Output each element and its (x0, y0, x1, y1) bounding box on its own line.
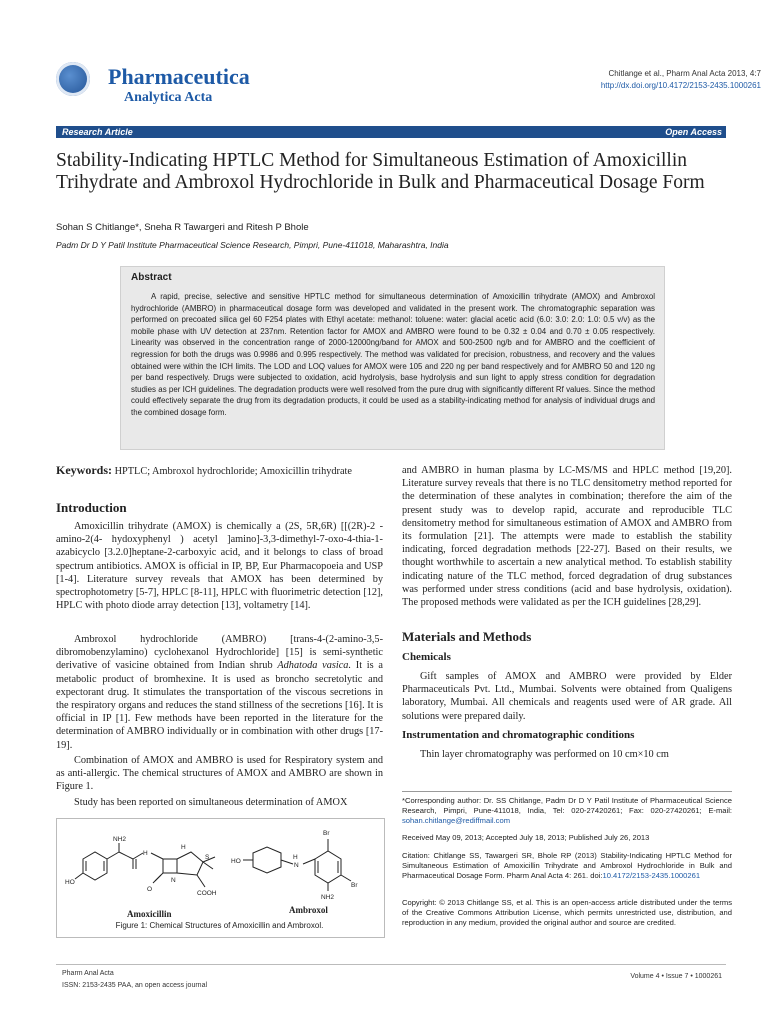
footer-journal: Pharm Anal Acta (62, 970, 114, 977)
article-type-bar (56, 126, 726, 138)
citation-text: Citation: Chitlange SS, Tawargeri SR, Bhole RP (2013) Stability-Indicating HPTLC Method for Simultaneous Estimation of Amoxicillin Trihydrate and Ambroxol Hydrochloride in Bulk and Pharmaceutical Dosage Form. Pharm Anal Acta 4: 261. doi: (402, 851, 732, 880)
atom-label: HO (65, 879, 75, 886)
chemicals-paragraph: Gift samples of AMOX and AMBRO were provided by Elder Pharmaceuticals Pvt. Ltd., Mumbai. Solvents were obtained from Qualigens laboratory, Mumbai. All chemicals and reagents used were of AR grade. All solutions were prepared daily. (402, 671, 732, 722)
atom-label: S (205, 854, 210, 861)
intro-paragraph-2 (56, 633, 383, 752)
abstract-heading: Abstract (131, 272, 172, 283)
journal-name: Pharmaceutica (108, 64, 250, 89)
atom-label: H (293, 854, 298, 861)
footer-divider (56, 964, 726, 965)
introduction-heading: Introduction (56, 500, 127, 515)
atom-label: N (171, 877, 176, 884)
footer-volume: Volume 4 • Issue 7 • 1000261 (630, 973, 722, 980)
ambro-benzene-ring (315, 851, 341, 883)
citation-note (402, 851, 732, 881)
materials-methods-heading: Materials and Methods (402, 629, 532, 644)
figure-1 (56, 818, 385, 938)
atom-label: NH2 (321, 894, 335, 901)
atom-label: H (181, 844, 186, 851)
intro-p2-part-b: It is a metabolic product of bromhexine. It is used as broncho secretolytic and expectorant drug. It stimulates the transportation of the viscous secretions in the respiratory organs and reduces the stand stillness of the secretions [16]. It is official in IP [1]. Few methods have been reported in the literature for the determination of AMBRO individually or in combination with other drugs [17-19]. (56, 660, 383, 751)
journal-logo-icon (56, 62, 90, 96)
atom-label: N (294, 862, 299, 869)
atom-label: HO (231, 858, 241, 865)
ambroxol-label: Ambroxol (289, 905, 328, 915)
right-paragraph-1: and AMBRO in human plasma by LC-MS/MS and HPLC method [19,20]. Literature survey reveals that there is no TLC densitometry method reported for the determination of these analytes in combination; therefore the aim of the present study was to develop rapid, accurate and reproducible TLC densitometry method for simultaneous estimation of AMOX and AMBRO from its formulation [21]. The attempts were made to establish the stability indicating, forced degradation methods [22-27]. Based on their results, we thought worthwhile to ascertain a new analytical method. To establish stability indicating nature of the TLC method, forced degradation of drug substances was performed under stress conditions (acid and base hydrolysis, oxidation). The proposed methods were validated as per the ICH guidelines [28,29]. (402, 465, 732, 609)
atom-label: NH2 (113, 836, 127, 843)
thiazolidine-ring (177, 852, 203, 875)
figure-caption: Figure 1: Chemical Structures of Amoxicillin and Ambroxol. (115, 921, 324, 930)
corresponding-author-note (402, 796, 732, 826)
doi-link[interactable]: http://dx.doi.org/10.4172/2153-2435.1000261 (600, 81, 761, 90)
amox-benzene-ring (83, 852, 107, 880)
intro-paragraph-3: Combination of AMOX and AMBRO is used for Respiratory system and as anti-allergic. The chemical structures of AMOX and AMBRO are shown in Figure 1. (56, 755, 383, 793)
ambro-cyclohexane-ring (253, 847, 281, 873)
instrumentation-heading: Instrumentation and chromatographic conditions (402, 729, 635, 741)
journal-subname: Analytica Acta (124, 90, 213, 105)
footer-issn: ISSN: 2153-2435 PAA, an open access journal (62, 982, 208, 989)
copyright-note: Copyright: © 2013 Chitlange SS, et al. This is an open-access article distributed under the terms of the Creative Commons Attribution License, which permits unrestricted use, distribution, and reproduction in any medium, provided the original author and source are credited. (402, 898, 732, 927)
chemicals-heading: Chemicals (402, 651, 451, 663)
article-title: Stability-Indicating HPTLC Method for Simultaneous Estimation of Amoxicillin Trihydrate and Ambroxol Hydrochloride in Bulk and Pharmaceutical Dosage Form (56, 150, 705, 193)
intro-paragraph-1: Amoxicillin trihydrate (AMOX) is chemically a (2S, 5R,6R) [[(2R)-2 - amino-2(4- hydoxyphenyl ) acetyl ]amino]-3,3-dimethyl-7-oxo-4-thia-1-azabicyclo [3.2.0]heptane-2-carboxyic acid, and it belongs to class of broad spectrum antibiotics. AMOX is official in IP, BP, Eur Pharmacopoeia and USP [1-4]. Literature survey reveals that AMOX has been determined by spectrophotometry [5-7], HPLC [8-11], HPLC with fluorimetric detection [12], HPLC with photo diode array detection [13], voltametry [14]. (56, 521, 383, 612)
atom-label: O (147, 886, 153, 893)
article-type-label: Research Article (62, 127, 133, 137)
abstract-text: A rapid, precise, selective and sensitive HPTLC method for simultaneous determination of Amoxicillin trihydrate (AMOX) and Ambroxol hydrochloride (AMBRO) in pharmaceutical dosage form was developed and validated in the present work. The chromatographic separation was performed on precoated silica gel 60 F254 plates with Ethyl acetate: methanol: toluene: water: glacial acetic acid (6.0: 3.0: 2.0: 1.0: 0.5 v/v) as the mobile phase with UV detection at 237nm. Retention factor for AMOX and AMBRO were found to be 0.32 ± 0.04 and 0.70 ± 0.05 respectively. Linearity was observed in the concentration range of 2000-12000ng/band for AMOX and 500-2500 ng/b and for AMBRO and the coefficient of regression for both the drugs was 0.9986 and 0.995 respectively. The method was validated for precision, robustness, and recovery and the values obtained were within the ICH limits. The LOD and LOQ values for AMOX were 105 and 220 ng per band respectively and for AMBRO 50 and 120 ng per band respectively. Drugs were subjected to oxidation, acid hydrolysis, base hydrolysis and sun light to apply stress condition for degradation studies as per ICH guidelines. The degradation products were well resolved from the pure drug with significantly different Rf values. Since the method could effectively separate the drug from its degradation products, it could be used as a stability-indicating method for analysis of individual drugs and the combined dosage form. (131, 292, 655, 417)
citation-line: Chitlange et al., Pharm Anal Acta 2013, 4:7 (608, 69, 761, 78)
footnote-divider (402, 791, 732, 792)
instrumentation-paragraph: Thin layer chromatography was performed on 10 cm×10 cm (420, 749, 669, 760)
open-access-label: Open Access (665, 127, 722, 137)
keywords (56, 464, 383, 478)
beta-lactam-ring (163, 859, 177, 873)
amoxicillin-label: Amoxicillin (127, 909, 172, 919)
author-list: Sohan S Chitlange*, Sneha R Tawargeri and Ritesh P Bhole (56, 222, 309, 233)
chemical-structures-drawing (57, 819, 384, 919)
intro-p2-species: Adhatoda vasica. (277, 660, 352, 672)
intro-p2-part-a: Ambroxol hydrochloride (AMBRO) [trans-4-(2-amino-3,5-dibromobenzylamino) cyclohexanol Hydrochloride] [15] is semi-synthetic derivative of vasicine obtained from Indian shrub (56, 634, 383, 672)
intro-paragraph-4: Study has been reported on simultaneous determination of AMOX (74, 797, 348, 808)
author-affiliation: Padm Dr D Y Patil Institute Pharmaceutical Science Research, Pimpri, Pune-411018, Maharashtra, India (56, 240, 449, 250)
author-email-link[interactable]: sohan.chitlange@rediffmail.com (402, 816, 511, 825)
atom-label: Br (323, 830, 330, 837)
atom-label: COOH (197, 890, 217, 897)
atom-label: Br (351, 882, 358, 889)
received-dates: Received May 09, 2013; Accepted July 18, 2013; Published July 26, 2013 (402, 833, 650, 842)
atom-label: H (143, 850, 148, 857)
citation-doi-link[interactable]: 10.4172/2153-2435.1000261 (602, 871, 701, 880)
corresponding-author-text: *Corresponding author: Dr. SS Chitlange, Padm Dr D Y Patil Institute of Pharmaceutical Science Research, Pimpri, Pune-411018, India, Tel: 020-27420261; Fax: 020-27420261; E-mail: (402, 796, 732, 815)
keywords-label: Keywords: (56, 463, 112, 477)
keywords-text: HPTLC; Ambroxol hydrochloride; Amoxicillin trihydrate (114, 466, 352, 477)
